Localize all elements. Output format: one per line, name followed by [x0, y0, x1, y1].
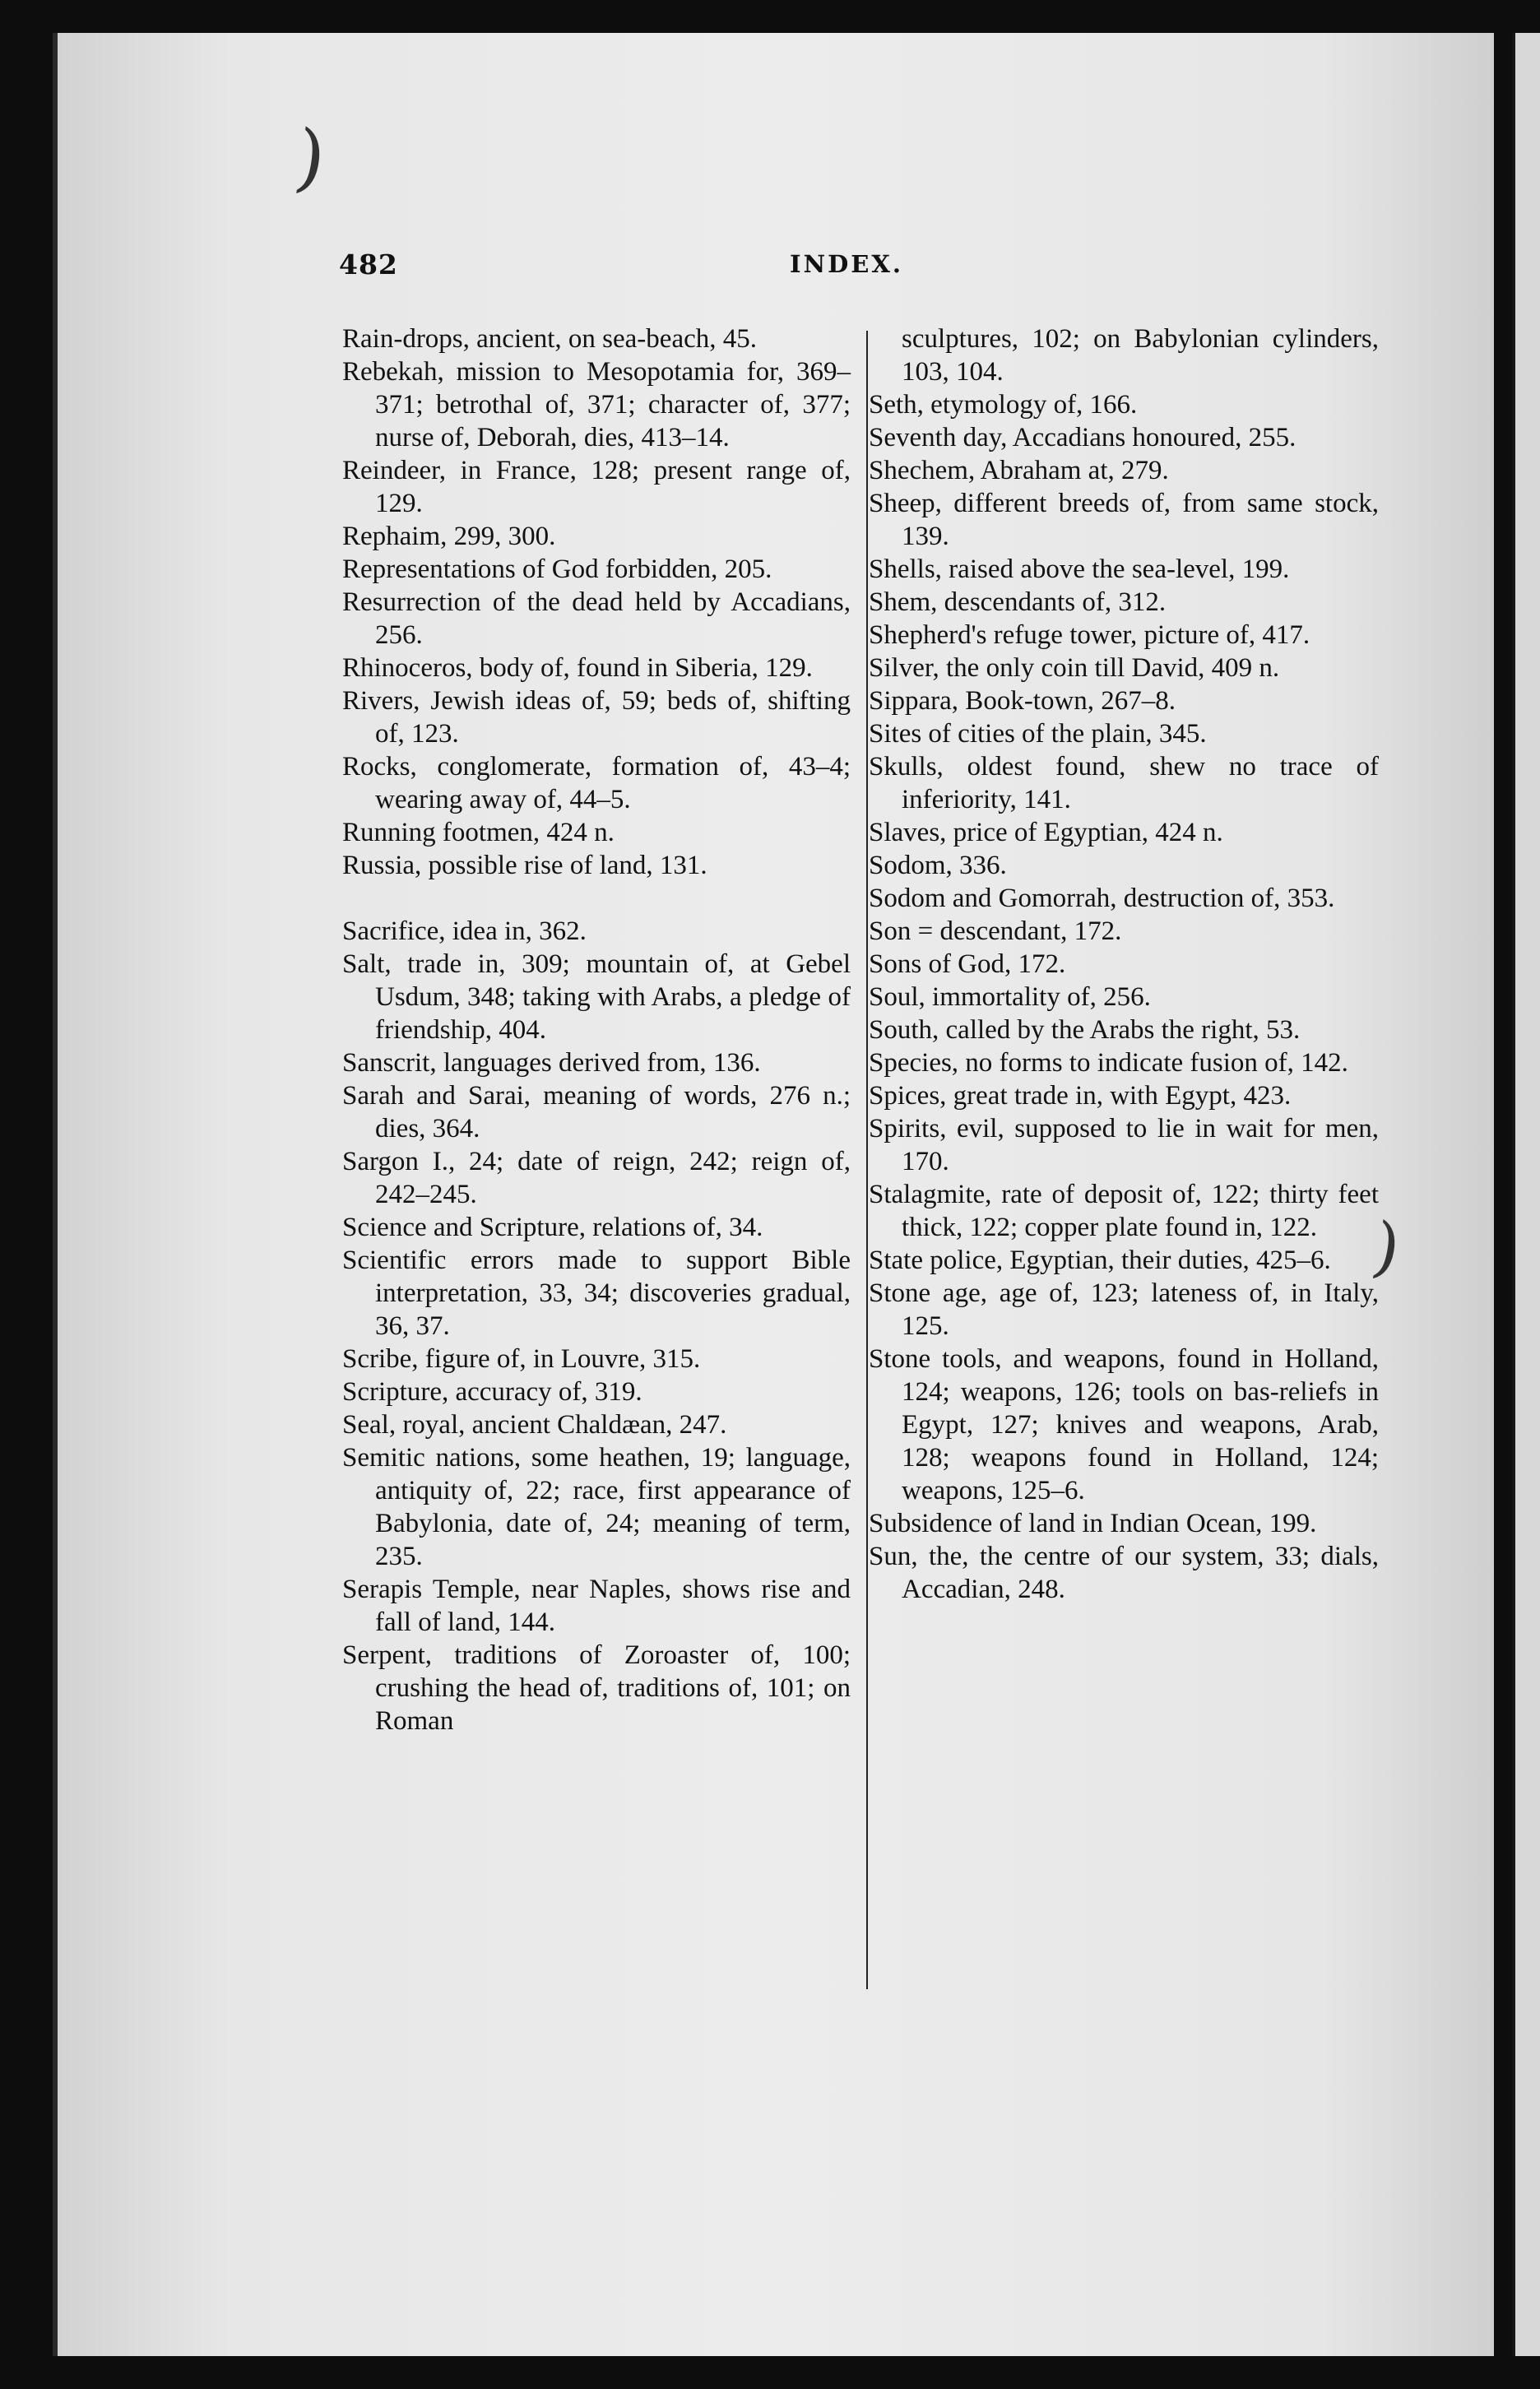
index-entry: Sites of cities of the plain, 345. — [869, 719, 1207, 749]
index-entry: Resurrection of the dead held by Accadians, 256. — [342, 587, 851, 650]
index-entry: Rivers, Jewish ideas of, 59; beds of, shifting of, 123. — [342, 686, 851, 749]
index-entry: Rocks, conglomerate, formation of, 43–4; wearing away of, 44–5. — [342, 752, 851, 814]
index-entry: Silver, the only coin till David, 409 n. — [869, 653, 1280, 683]
running-head: INDEX. — [790, 250, 903, 278]
index-entry: Scripture, accuracy of, 319. — [342, 1377, 642, 1407]
index-entry: Reindeer, in France, 128; present range of, 129. — [342, 456, 851, 518]
index-entry: Soul, immortality of, 256. — [869, 982, 1151, 1012]
index-entry: Son = descendant, 172. — [869, 916, 1122, 946]
index-entry: Sodom, 336. — [869, 851, 1007, 880]
index-entry: Rain-drops, ancient, on sea-beach, 45. — [342, 324, 757, 354]
index-entry: Seventh day, Accadians honoured, 255. — [869, 423, 1296, 452]
index-entry: Sons of God, 172. — [869, 949, 1066, 979]
index-entry: Sargon I., 24; date of reign, 242; reign of, 242–245. — [342, 1147, 851, 1209]
index-entry: Rhinoceros, body of, found in Siberia, 129. — [342, 653, 813, 683]
index-column-right — [869, 322, 1379, 1606]
index-entry: Stone tools, and weapons, found in Holland, 124; weapons, 126; tools on bas-reliefs in Egypt, 127; knives and weapons, Arab, 128; weapons found in Holland, 124; weapons, 125–6. — [869, 1344, 1379, 1505]
index-entry: Seal, royal, ancient Chaldæan, 247. — [342, 1410, 727, 1440]
page-header — [0, 248, 1540, 281]
index-entry: Subsidence of land in Indian Ocean, 199. — [869, 1509, 1317, 1538]
index-entry: Sacrifice, idea in, 362. — [342, 916, 587, 946]
index-entry: Sippara, Book-town, 267–8. — [869, 686, 1176, 716]
index-entry: Species, no forms to indicate fusion of, 142. — [869, 1048, 1348, 1078]
index-entry: Shem, descendants of, 312. — [869, 587, 1167, 617]
index-entry: Slaves, price of Egyptian, 424 n. — [869, 818, 1223, 847]
index-entry: Scribe, figure of, in Louvre, 315. — [342, 1344, 701, 1374]
index-entry: Sheep, different breeds of, from same stock, 139. — [869, 489, 1379, 551]
index-entry: Sodom and Gomorrah, destruction of, 353. — [869, 884, 1335, 913]
pencil-mark: ) — [1367, 1207, 1407, 1288]
index-entry: Seth, etymology of, 166. — [869, 390, 1138, 420]
pencil-mark: ) — [290, 114, 332, 203]
index-entry: Skulls, oldest found, shew no trace of inferiority, 141. — [869, 752, 1379, 814]
page-number: 482 — [339, 248, 398, 281]
index-entry: Running footmen, 424 n. — [342, 818, 615, 847]
index-entry: South, called by the Arabs the right, 53. — [869, 1015, 1301, 1045]
index-entry: Sun, the, the centre of our system, 33; dials, Accadian, 248. — [869, 1542, 1379, 1604]
index-entry: Serapis Temple, near Naples, shows rise and fall of land, 144. — [342, 1575, 851, 1637]
index-column-left — [342, 322, 851, 1737]
column-divider — [866, 331, 868, 1989]
index-entry: Semitic nations, some heathen, 19; language, antiquity of, 22; race, first appearance of Babylonia, date of, 24; meaning of term, 235. — [342, 1443, 851, 1571]
index-entry: Stalagmite, rate of deposit of, 122; thirty feet thick, 122; copper plate found in, 122. — [869, 1180, 1379, 1242]
index-entry: Salt, trade in, 309; mountain of, at Gebel Usdum, 348; taking with Arabs, a pledge of friendship, 404. — [342, 949, 851, 1045]
index-entry: Sanscrit, languages derived from, 136. — [342, 1048, 761, 1078]
index-entry: Rebekah, mission to Mesopotamia for, 369–371; betrothal of, 371; character of, 377; nurse of, Deborah, dies, 413–14. — [342, 357, 851, 452]
letter-section-gap — [342, 882, 851, 915]
index-entry: Representations of God forbidden, 205. — [342, 554, 772, 584]
index-entry: Science and Scripture, relations of, 34. — [342, 1213, 763, 1242]
adjacent-page-edge — [1512, 33, 1540, 2356]
index-entry: Scientific errors made to support Bible interpretation, 33, 34; discoveries gradual, 36, 37. — [342, 1246, 851, 1341]
index-entry: State police, Egyptian, their duties, 425–6. — [869, 1246, 1331, 1275]
index-entry: Rephaim, 299, 300. — [342, 522, 556, 551]
index-entry: Spirits, evil, supposed to lie in wait for men, 170. — [869, 1114, 1379, 1176]
index-entry: Serpent, traditions of Zoroaster of, 100; crushing the head of, traditions of, 101; on Roman — [342, 1640, 851, 1736]
index-entry: Stone age, age of, 123; lateness of, in Italy, 125. — [869, 1278, 1379, 1341]
index-entry: Shepherd's refuge tower, picture of, 417. — [869, 620, 1310, 650]
index-entry: Spices, great trade in, with Egypt, 423. — [869, 1081, 1292, 1111]
index-entry: Sarah and Sarai, meaning of words, 276 n.; dies, 364. — [342, 1081, 851, 1143]
index-entry-continuation: sculptures, 102; on Babylonian cylinders, 103, 104. — [902, 324, 1379, 387]
index-entry: Shells, raised above the sea-level, 199. — [869, 554, 1290, 584]
index-entry: Russia, possible rise of land, 131. — [342, 851, 707, 880]
index-entry: Shechem, Abraham at, 279. — [869, 456, 1169, 485]
